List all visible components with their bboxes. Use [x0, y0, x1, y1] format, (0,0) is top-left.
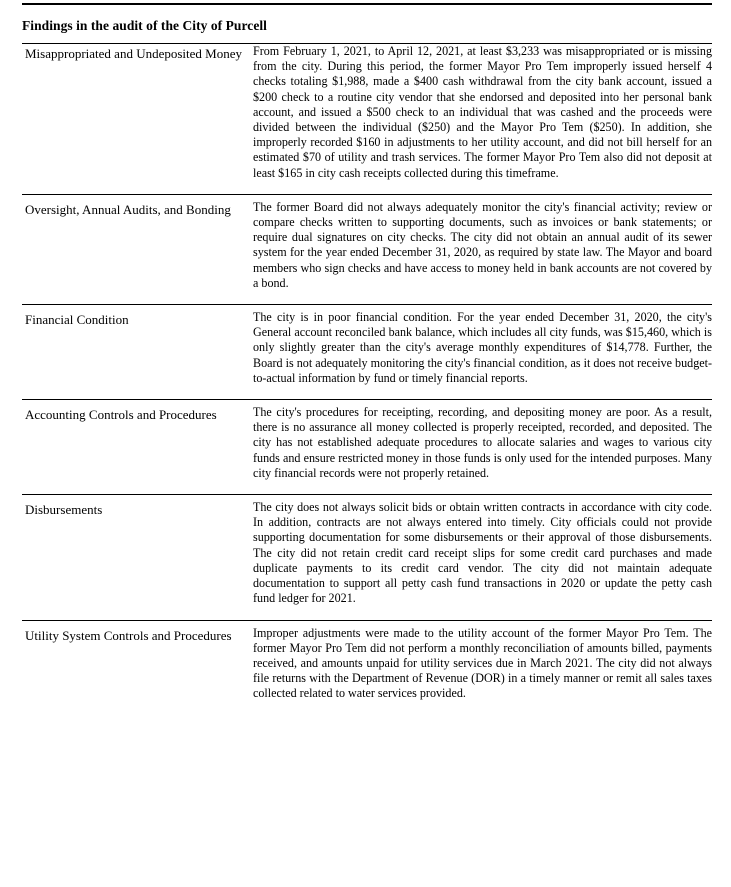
finding-body-cell [252, 194, 712, 304]
table-row [22, 620, 712, 715]
finding-label-cell [22, 495, 252, 620]
finding-label: Misappropriated and Undeposited Money [25, 46, 242, 61]
finding-body: The city does not always solicit bids or obtain written contracts in accordance with city code. In addition, contracts are not always entered into timely. City officials could not provide supporting documentation for some disbursements or their approval of those disbursements. The city did not retain credit card receipt slips for some credit card purchases and made duplicate payments to its credit card vendor. The city did not maintain adequate documentation to support all petty cash fund transactions in 2020 or update the petty cash fund ledger for 2021. [253, 500, 712, 606]
finding-body: The city is in poor financial condition. For the year ended December 31, 2020, the city's General account reconciled bank balance, which includes all city funds, was $15,460, which is only slightly greater than the city's average monthly expenditures of $14,778. Further, the Board is not adequately monitoring the city's financial condition, as it does not receive budget-to-actual information by fund or timely financial reports. [253, 310, 712, 385]
findings-table [22, 44, 712, 715]
finding-label: Financial Condition [25, 312, 129, 328]
finding-body: The city's procedures for receipting, recording, and depositing money are poor. As a result, there is no assurance all money collected is properly receipted, recorded, and deposited. The city has not established adequate procedures to allocate salaries and wages to various city funds and ensure restricted money in those funds is only used for the intended purposes. Many city financial records were not properly retained. [253, 405, 712, 480]
finding-body-cell [252, 495, 712, 620]
document-page [0, 3, 731, 887]
finding-label-cell [22, 44, 252, 194]
finding-label-cell [22, 305, 252, 400]
finding-body: From February 1, 2021, to April 12, 2021, at least $3,233 was misappropriated or is missing from the city. During this period, the former Mayor Pro Tem improperly issued herself 4 checks totaling $1,988, made a $400 cash withdrawal from the city bank account, issued a $200 check to a routine city vendor that she endorsed and deposited into her personal bank account, and issued a $500 check to an individual that was cashed and the proceeds were divided between the individual ($250) and the Mayor Pro Tem ($250). In addition, she improperly recorded $160 in adjustments to her utility account, and did not bill herself for an estimated $70 of utility and trash services. The former Mayor Pro Tem also did not deposit at least $165 in city cash receipts collected during this timeframe. [253, 44, 712, 180]
finding-body-cell [252, 400, 712, 495]
finding-label: Disbursements [25, 502, 103, 518]
finding-label: Accounting Controls and Procedures [25, 407, 217, 423]
page-title: Findings in the audit of the City of Purcell [22, 18, 267, 33]
table-row [22, 44, 712, 194]
finding-label-cell [22, 194, 252, 304]
finding-body-cell [252, 305, 712, 400]
finding-body: Improper adjustments were made to the utility account of the former Mayor Pro Tem. The former Mayor Pro Tem did not perform a monthly reconciliation of amounts billed, payments received, and amounts unpaid for utility services due in March 2021. The city did not always file returns with the Department of Revenue (DOR) in a timely manner or remit all sales taxes collected related to water services provided. [253, 625, 712, 701]
finding-body: The former Board did not always adequately monitor the city's financial activity; review or compare checks written to supporting documents, such as invoices or bank statements; or require dual signatures on city checks. The city did not obtain an annual audit of its sewer system for the year ended December 31, 2020, as required by state law. The Mayor and board members who sign checks and have access to money held in bank accounts are not covered by a bond. [253, 199, 712, 290]
finding-label-cell [22, 400, 252, 495]
finding-label-cell [22, 620, 252, 715]
table-row [22, 194, 712, 304]
findings-table-body [22, 44, 712, 715]
finding-label: Oversight, Annual Audits, and Bonding [25, 201, 231, 217]
finding-label: Utility System Controls and Procedures [25, 627, 232, 643]
table-row [22, 400, 712, 495]
finding-body-cell [252, 620, 712, 715]
finding-body-cell [252, 44, 712, 194]
table-row [22, 305, 712, 400]
table-row [22, 495, 712, 620]
